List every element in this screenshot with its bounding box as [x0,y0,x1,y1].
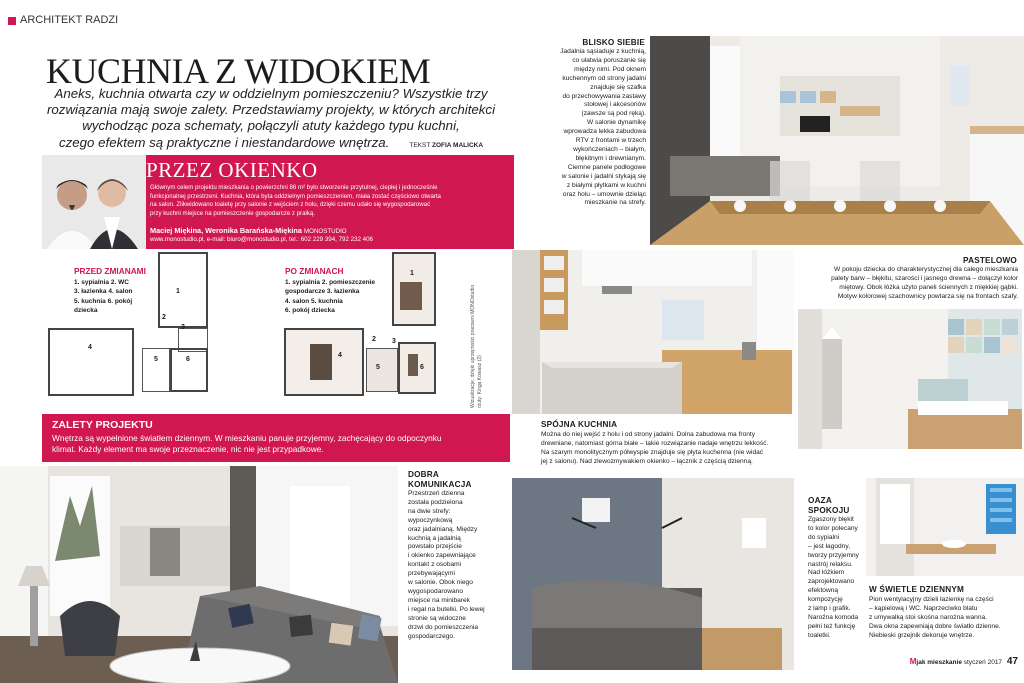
living-room-photo [0,466,398,683]
plan-before: 1 2 3 4 5 6 [44,252,212,402]
article-lead: Aneks, kuchnia otwarta czy w oddzielnym pomieszczeniu? Wszystkie trzy rozwiązania mają swoje zalety. Przedstawiamy projekty, w których architekci wychodząc poza schematy, połączyli atuty każdego typu kuchni, czego efektem są praktyczne i niestandardowe wnętrza. TEKST ZOFIA MALICKA [46,86,496,150]
section-marker [8,17,16,25]
blisko-body: Jadalnia sąsiaduje z kuchnią, co ułatwia poruszanie się między nimi. Pod oknem kuchennym od strony jadalni znajduje się szafka do przechowywania zastawy stołowej i akcesoriów (zawsze są pod ręką). W salonie dynamikę wprowadza lekka zabudowa RTV z frontami w trzech wykończeniach – białym, błękitnym i drewnianym. Ciemne panele podłogowe w salonie i jadalni stykają się z białymi płytkami w kuchni oraz holu – umownie dzieląc mieszkanie na strefy. [560,48,646,207]
kitchen-photo [512,250,794,414]
swiatle-title: W ŚWIETLE DZIENNYM [869,585,965,594]
pastelowo-body: W pokoju dziecka do charakterystycznej dla całego mieszkania palety barw – błękitu, szarości i jasnego drewna – dołączył kolor miętowy. Obok łóżka użyto paneli ściennych z miękkiej gąbki. Motyw kolorowej szachownicy powtarza się na frontach szafy. [831,266,1018,300]
project-authors: Maciej Miękina, Weronika Barańska-Miękina MONOSTUDIO [150,226,347,235]
plan-before-room-6 [170,348,208,392]
bathroom-photo [866,478,1024,576]
project-banner [42,155,514,249]
spojna-title: SPÓJNA KUCHNIA [541,420,618,429]
dobra-title: DOBRA KOMUNIKACJA [408,470,472,489]
plan-before-room-4 [48,328,134,396]
plan-after-legend: 1. sypialnia 2. pomieszczenie gospodarcze 3. łazienka 4. salon 5. kuchnia 6. pokój dziecka [285,279,375,315]
plan-before-room-5 [142,348,170,392]
designers-photo [42,155,146,249]
plan-before-title: PRZED ZMIANAMI [74,266,146,276]
plan-after-title: PO ZMIANACH [285,266,344,276]
kids-room-photo [798,309,1022,449]
plan-after-room-5 [366,348,398,392]
oaza-body: Zgaszony błękit to kolor polecany do sypialni – jest łagodny, tworzy przyjemny nastrój relaksu. Nad łóżkiem zaprojektowano efektowną kompozycję z lamp i grafik. Naroźna komoda pełni też funkcję toaletki. [808,516,859,639]
dining-photo [650,36,1024,245]
oaza-title: OAZA SPOKOJU [808,496,850,515]
bedroom-photo [512,478,794,670]
pastelowo-title: PASTELOWO [963,256,1017,265]
plan-before-legend: 1. sypialnia 2. WC 3. łazienka 4. salon 5. kuchnia 6. pokój dziecka [74,279,133,315]
section-label: ARCHITEKT RADZI [20,14,119,26]
photo-credit: Wizualizacje: dzięki uprzejmości pracowni MONOstudio rzuty: Kinga Kowasz (2) [470,284,483,408]
project-title: PRZEZ OKIENKO [146,158,318,182]
swiatle-body: Pion wentylacyjny dzieli łazienkę na części – kąpielową i WC. Naprzeciwko blatu z umywalką stoi skośna narożna wanna. Dwa okna zapewniają dobre światło dzienne. Niebieski grzejnik dekoruje wnętrze. [869,596,1001,639]
blisko-title: BLISKO SIEBIE [582,38,645,47]
article-title: KUCHNIA Z WIDOKIEM [46,51,431,91]
project-body: Głównym celem projektu mieszkania o powierzchni 86 m² było stworzenie przytulnej, ciepłej i jednocześnie funkcjonalnej przestrzeni. Kuchnia, która byta oddzielnym pomieszczeniem, miała zostać częściowo otwarta na salon. Zlikwidowano toaletę przy salonie z wejściem z holu, dzięki czemu udało się wygospodarować przy kuchni miejsce na pomieszczenie gospodarcze z pralką. [150,184,441,217]
spojna-body: Można do niej wejść z holu i od strony jadalni. Dolna zabudowa ma fronty drewniane, natomiast górna białe – takie rozwiązanie nadaje wnętrzu lekkość. Na szarym monolitycznym półwyspie znajduje się płyta kuchenna (nie widać jej z salonu). Nad zlewozmywakiem okienko – łącznik z częścią dzienną. [541,431,769,465]
plan-after: 1 2 3 4 5 6 [280,252,440,402]
project-contact: www.monostudio.pl, e-mail: biuro@monostudio.pl, tel.: 602 229 394, 792 232 406 [150,236,373,243]
advantages-body: Wnętrza są wypełnione światłem dziennym. W mieszkaniu panuje przyjemny, zachęcający do odpoczynku klimat. Każdy element ma swoje przeznaczenie, nic nie jest przypadkowe. [52,433,442,454]
dobra-body: Przestrzeń dzienna została podzielona na dwie strefy: wypoczynkową oraz jadalnianą. Między kuchnią a jadalnią powstało przejście i okienko zapewniające kontakt z osobami przebywającymi w salonie. Obok niego wygospodarowano miejsce na minibarek i regał na butelki. Po lewej stronie są widoczne drzwi do pomieszczenia gospodarczego. [408,490,485,640]
advantages-title: ZALETY PROJEKTU [52,419,153,431]
page-footer: Mjak mieszkanie styczeń 2017 47 [909,656,1018,667]
advantages-banner [42,414,510,462]
